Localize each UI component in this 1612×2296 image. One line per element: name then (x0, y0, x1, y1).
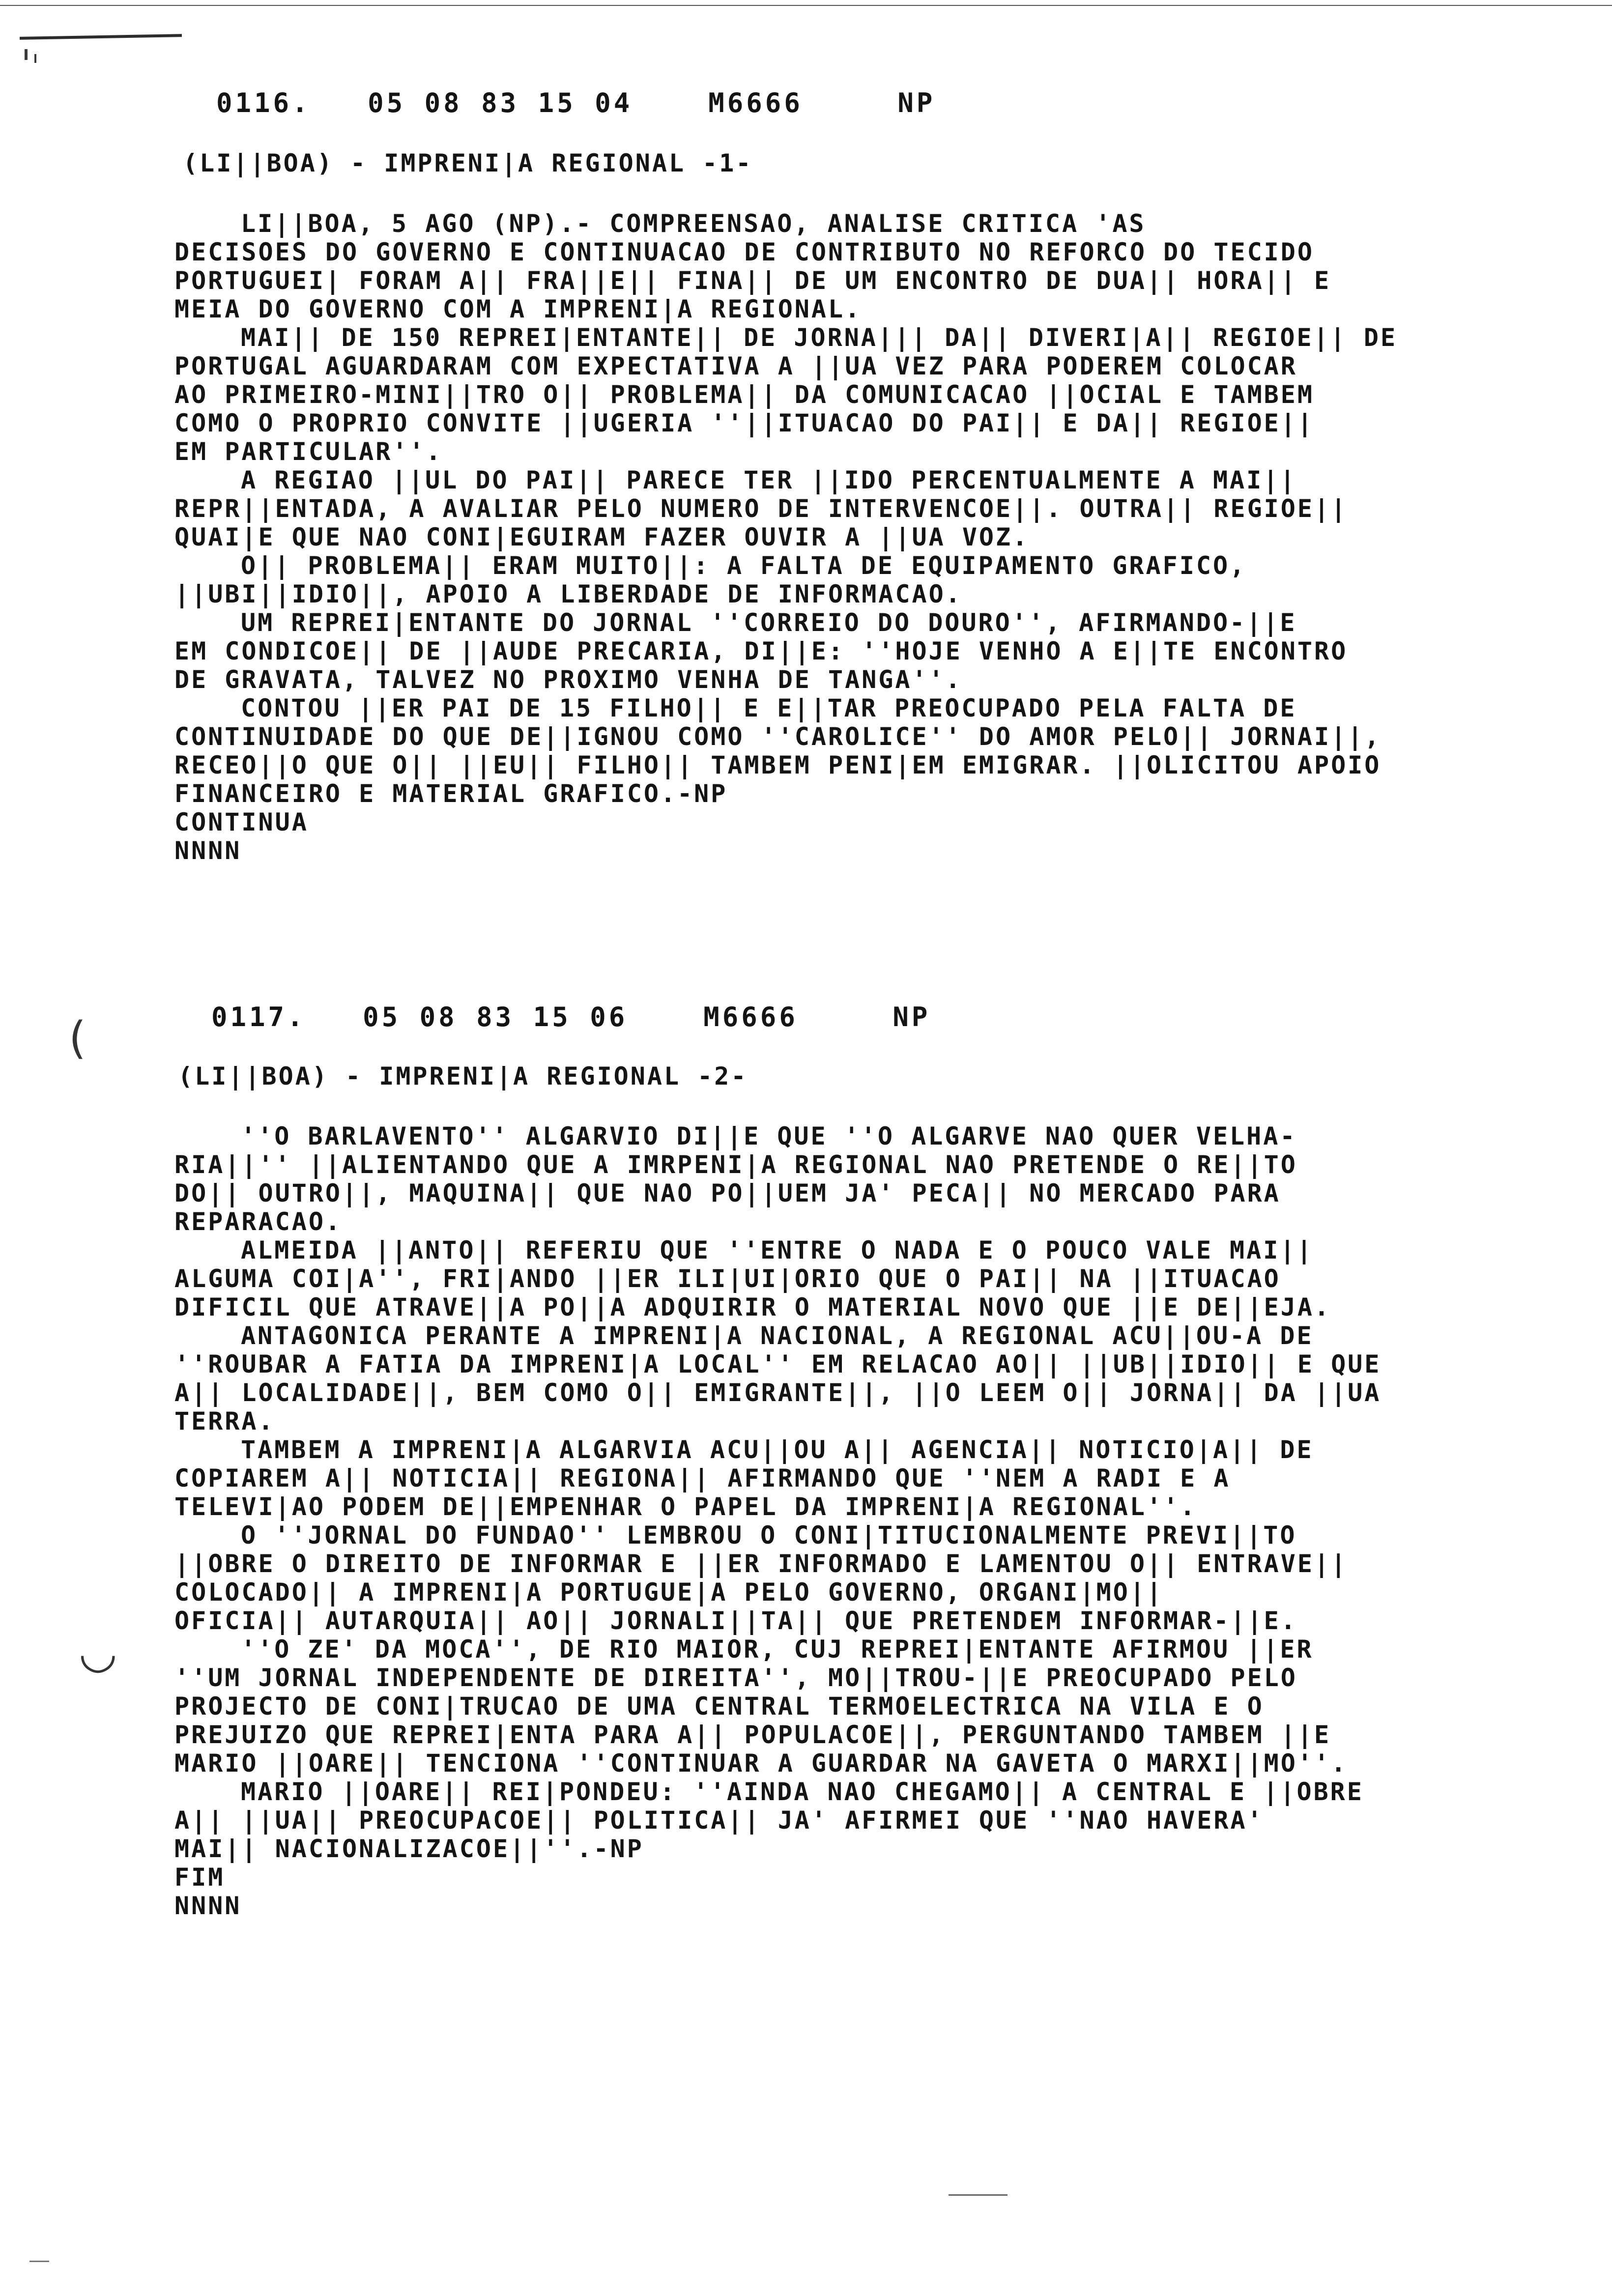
dispatch-2-line: RIA||'' ||ALIENTANDO QUE A IMRPENI|A REGIONAL NAO PRETENDE O RE||TO (174, 1150, 1297, 1179)
dispatch-1-line: RECEO||O QUE O|| ||EU|| FILHO|| TAMBEM PENI|EM EMIGRAR. ||OLICITOU APOIO (174, 751, 1382, 779)
dispatch-2-slug: (LI||BOA) - IMPRENI|A REGIONAL -2- (178, 1062, 748, 1091)
dispatch-1-line: CONTINUIDADE DO QUE DE||IGNOU COMO ''CAROLICE'' DO AMOR PELO|| JORNAI||, (174, 722, 1382, 751)
scan-speck (34, 54, 36, 63)
dispatch-1-line: CONTOU ||ER PAI DE 15 FILHO|| E E||TAR PREOCUPADO PELA FALTA DE (241, 694, 1297, 722)
dispatch-2-line: COPIAREM A|| NOTICIA|| REGIONA|| AFIRMANDO QUE ''NEM A RADI E A (174, 1464, 1231, 1492)
dispatch-1-line: PORTUGAL AGUARDARAM COM EXPECTATIVA A ||UA VEZ PARA PODEREM COLOCAR (174, 352, 1297, 380)
dispatch-1-line: O|| PROBLEMA|| ERAM MUITO||: A FALTA DE EQUIPAMENTO GRAFICO, (241, 551, 1247, 580)
scan-speck (949, 2194, 1008, 2196)
dispatch-2-line: MARIO ||OARE|| REI|PONDEU: ''AINDA NAO CHEGAMO|| A CENTRAL E ||OBRE (241, 1778, 1364, 1806)
dispatch-2-line: ''O BARLAVENTO'' ALGARVIO DI||E QUE ''O ALGARVE NAO QUER VELHA- (241, 1122, 1297, 1150)
dispatch-2-line: DIFICIL QUE ATRAVE||A PO||A ADQUIRIR O MATERIAL NOVO QUE ||E DE||EJA. (174, 1293, 1331, 1321)
dispatch-1-line: FINANCEIRO E MATERIAL GRAFICO.-NP (174, 779, 728, 808)
dispatch-2-line: TELEVI|AO PODEM DE||EMPENHAR O PAPEL DA IMPRENI|A REGIONAL''. (174, 1492, 1197, 1521)
dispatch-1-line: LI||BOA, 5 AGO (NP).- COMPREENSAO, ANALISE CRITICA 'AS (241, 209, 1146, 238)
dispatch-1-header: 0116. 05 08 83 15 04 M6666 NP (216, 87, 936, 118)
dispatch-1-line: EM PARTICULAR''. (174, 437, 443, 466)
dispatch-2-line: TERRA. (174, 1407, 275, 1435)
dispatch-2-line: A|| ||UA|| PREOCUPACOE|| POLITICA|| JA' AFIRMEI QUE ''NAO HAVERA' (174, 1806, 1264, 1835)
scan-speck (29, 2261, 49, 2262)
dispatch-1-line: REPR||ENTADA, A AVALIAR PELO NUMERO DE INTERVENCOE||. OUTRA|| REGIOE|| (174, 494, 1348, 523)
dispatch-1-line: MAI|| DE 150 REPREI|ENTANTE|| DE JORNA||| DA|| DIVERI|A|| REGIOE|| DE (241, 323, 1398, 352)
dispatch-2-line: TAMBEM A IMPRENI|A ALGARVIA ACU||OU A|| AGENCIA|| NOTICIO|A|| DE (241, 1435, 1314, 1464)
dispatch-1-line: PORTUGUEI| FORAM A|| FRA||E|| FINA|| DE UM ENCONTRO DE DUA|| HORA|| E (174, 266, 1331, 295)
dispatch-2-fim: FIM (174, 1863, 225, 1892)
dispatch-1-line: COMO O PROPRIO CONVITE ||UGERIA ''||ITUACAO DO PAI|| E DA|| REGIOE|| (174, 409, 1314, 437)
dispatch-1-line: A REGIAO ||UL DO PAI|| PARECE TER ||IDO PERCENTUALMENTE A MAI|| (241, 466, 1297, 494)
dispatch-2-line: ||OBRE O DIREITO DE INFORMAR E ||ER INFORMADO E LAMENTOU O|| ENTRAVE|| (174, 1550, 1348, 1578)
dispatch-2-line: A|| LOCALIDADE||, BEM COMO O|| EMIGRANTE||, ||O LEEM O|| JORNA|| DA ||UA (174, 1378, 1382, 1407)
dispatch-2-line: ''UM JORNAL INDEPENDENTE DE DIREITA'', MO||TROU-||E PREOCUPADO PELO (174, 1664, 1297, 1692)
dispatch-1-line: UM REPREI|ENTANTE DO JORNAL ''CORREIO DO DOURO'', AFIRMANDO-||E (241, 608, 1297, 637)
dispatch-2-line: O ''JORNAL DO FUNDAO'' LEMBROU O CONI|TITUCIONALMENTE PREVI||TO (241, 1521, 1297, 1550)
dispatch-1-line: AO PRIMEIRO-MINI||TRO O|| PROBLEMA|| DA COMUNICACAO ||OCIAL E TAMBEM (174, 380, 1314, 409)
dispatch-2-line: DO|| OUTRO||, MAQUINA|| QUE NAO PO||UEM JA' PECA|| NO MERCADO PARA (174, 1179, 1281, 1207)
scan-speck (25, 49, 28, 60)
margin-curve-mark: ◡ (79, 1627, 117, 1678)
dispatch-2-line: ''ROUBAR A FATIA DA IMPRENI|A LOCAL'' EM RELACAO AO|| ||UB||IDIO|| E QUE (174, 1350, 1382, 1378)
dispatch-2-line: REPARACAO. (174, 1207, 343, 1236)
dispatch-1-line: DE GRAVATA, TALVEZ NO PROXIMO VENHA DE TANGA''. (174, 665, 962, 694)
dispatch-2-line: ANTAGONICA PERANTE A IMPRENI|A NACIONAL, A REGIONAL ACU||OU-A DE (241, 1321, 1314, 1350)
margin-bracket-mark: ( (69, 1012, 86, 1064)
dispatch-1-line: QUAI|E QUE NAO CONI|EGUIRAM FAZER OUVIR A ||UA VOZ. (174, 523, 1030, 551)
dispatch-1-line: ||UBI||IDIO||, APOIO A LIBERDADE DE INFORMACAO. (174, 580, 962, 608)
dispatch-2-line: ALMEIDA ||ANTO|| REFERIU QUE ''ENTRE O NADA E O POUCO VALE MAI|| (241, 1236, 1314, 1264)
dispatch-2-line: MAI|| NACIONALIZACOE||''.-NP (174, 1835, 644, 1863)
dispatch-2-end-marker: NNNN (174, 1892, 242, 1920)
dispatch-1-end-marker: NNNN (174, 836, 242, 865)
dispatch-1-line: DECISOES DO GOVERNO E CONTINUACAO DE CONTRIBUTO NO REFORCO DO TECIDO (174, 238, 1314, 266)
dispatch-2-line: ''O ZE' DA MOCA'', DE RIO MAIOR, CUJ REPREI|ENTANTE AFIRMOU ||ER (241, 1635, 1314, 1664)
dispatch-2-header: 0117. 05 08 83 15 06 M6666 NP (211, 1002, 931, 1033)
dispatch-2-line: MARIO ||OARE|| TENCIONA ''CONTINUAR A GUARDAR NA GAVETA O MARXI||MO''. (174, 1749, 1348, 1778)
dispatch-1-line: MEIA DO GOVERNO COM A IMPRENI|A REGIONAL. (174, 295, 862, 323)
dispatch-1-continua: CONTINUA (174, 808, 309, 836)
scan-border-line (0, 5, 1612, 6)
dispatch-2-line: PREJUIZO QUE REPREI|ENTA PARA A|| POPULACOE||, PERGUNTANDO TAMBEM ||E (174, 1721, 1331, 1749)
dispatch-1-slug: (LI||BOA) - IMPRENI|A REGIONAL -1- (183, 149, 753, 177)
dispatch-2-line: ALGUMA COI|A'', FRI|ANDO ||ER ILI|UI|ORIO QUE O PAI|| NA ||ITUACAO (174, 1264, 1281, 1293)
dispatch-2-line: COLOCADO|| A IMPRENI|A PORTUGUE|A PELO GOVERNO, ORGANI|MO|| (174, 1578, 1164, 1607)
dispatch-2-line: OFICIA|| AUTARQUIA|| AO|| JORNALI||TA|| QUE PRETENDEM INFORMAR-||E. (174, 1607, 1297, 1635)
dispatch-2-line: PROJECTO DE CONI|TRUCAO DE UMA CENTRAL TERMOELECTRICA NA VILA E O (174, 1692, 1264, 1721)
scan-smudge (20, 34, 182, 40)
dispatch-1-line: EM CONDICOE|| DE ||AUDE PRECARIA, DI||E: ''HOJE VENHO A E||TE ENCONTRO (174, 637, 1348, 665)
